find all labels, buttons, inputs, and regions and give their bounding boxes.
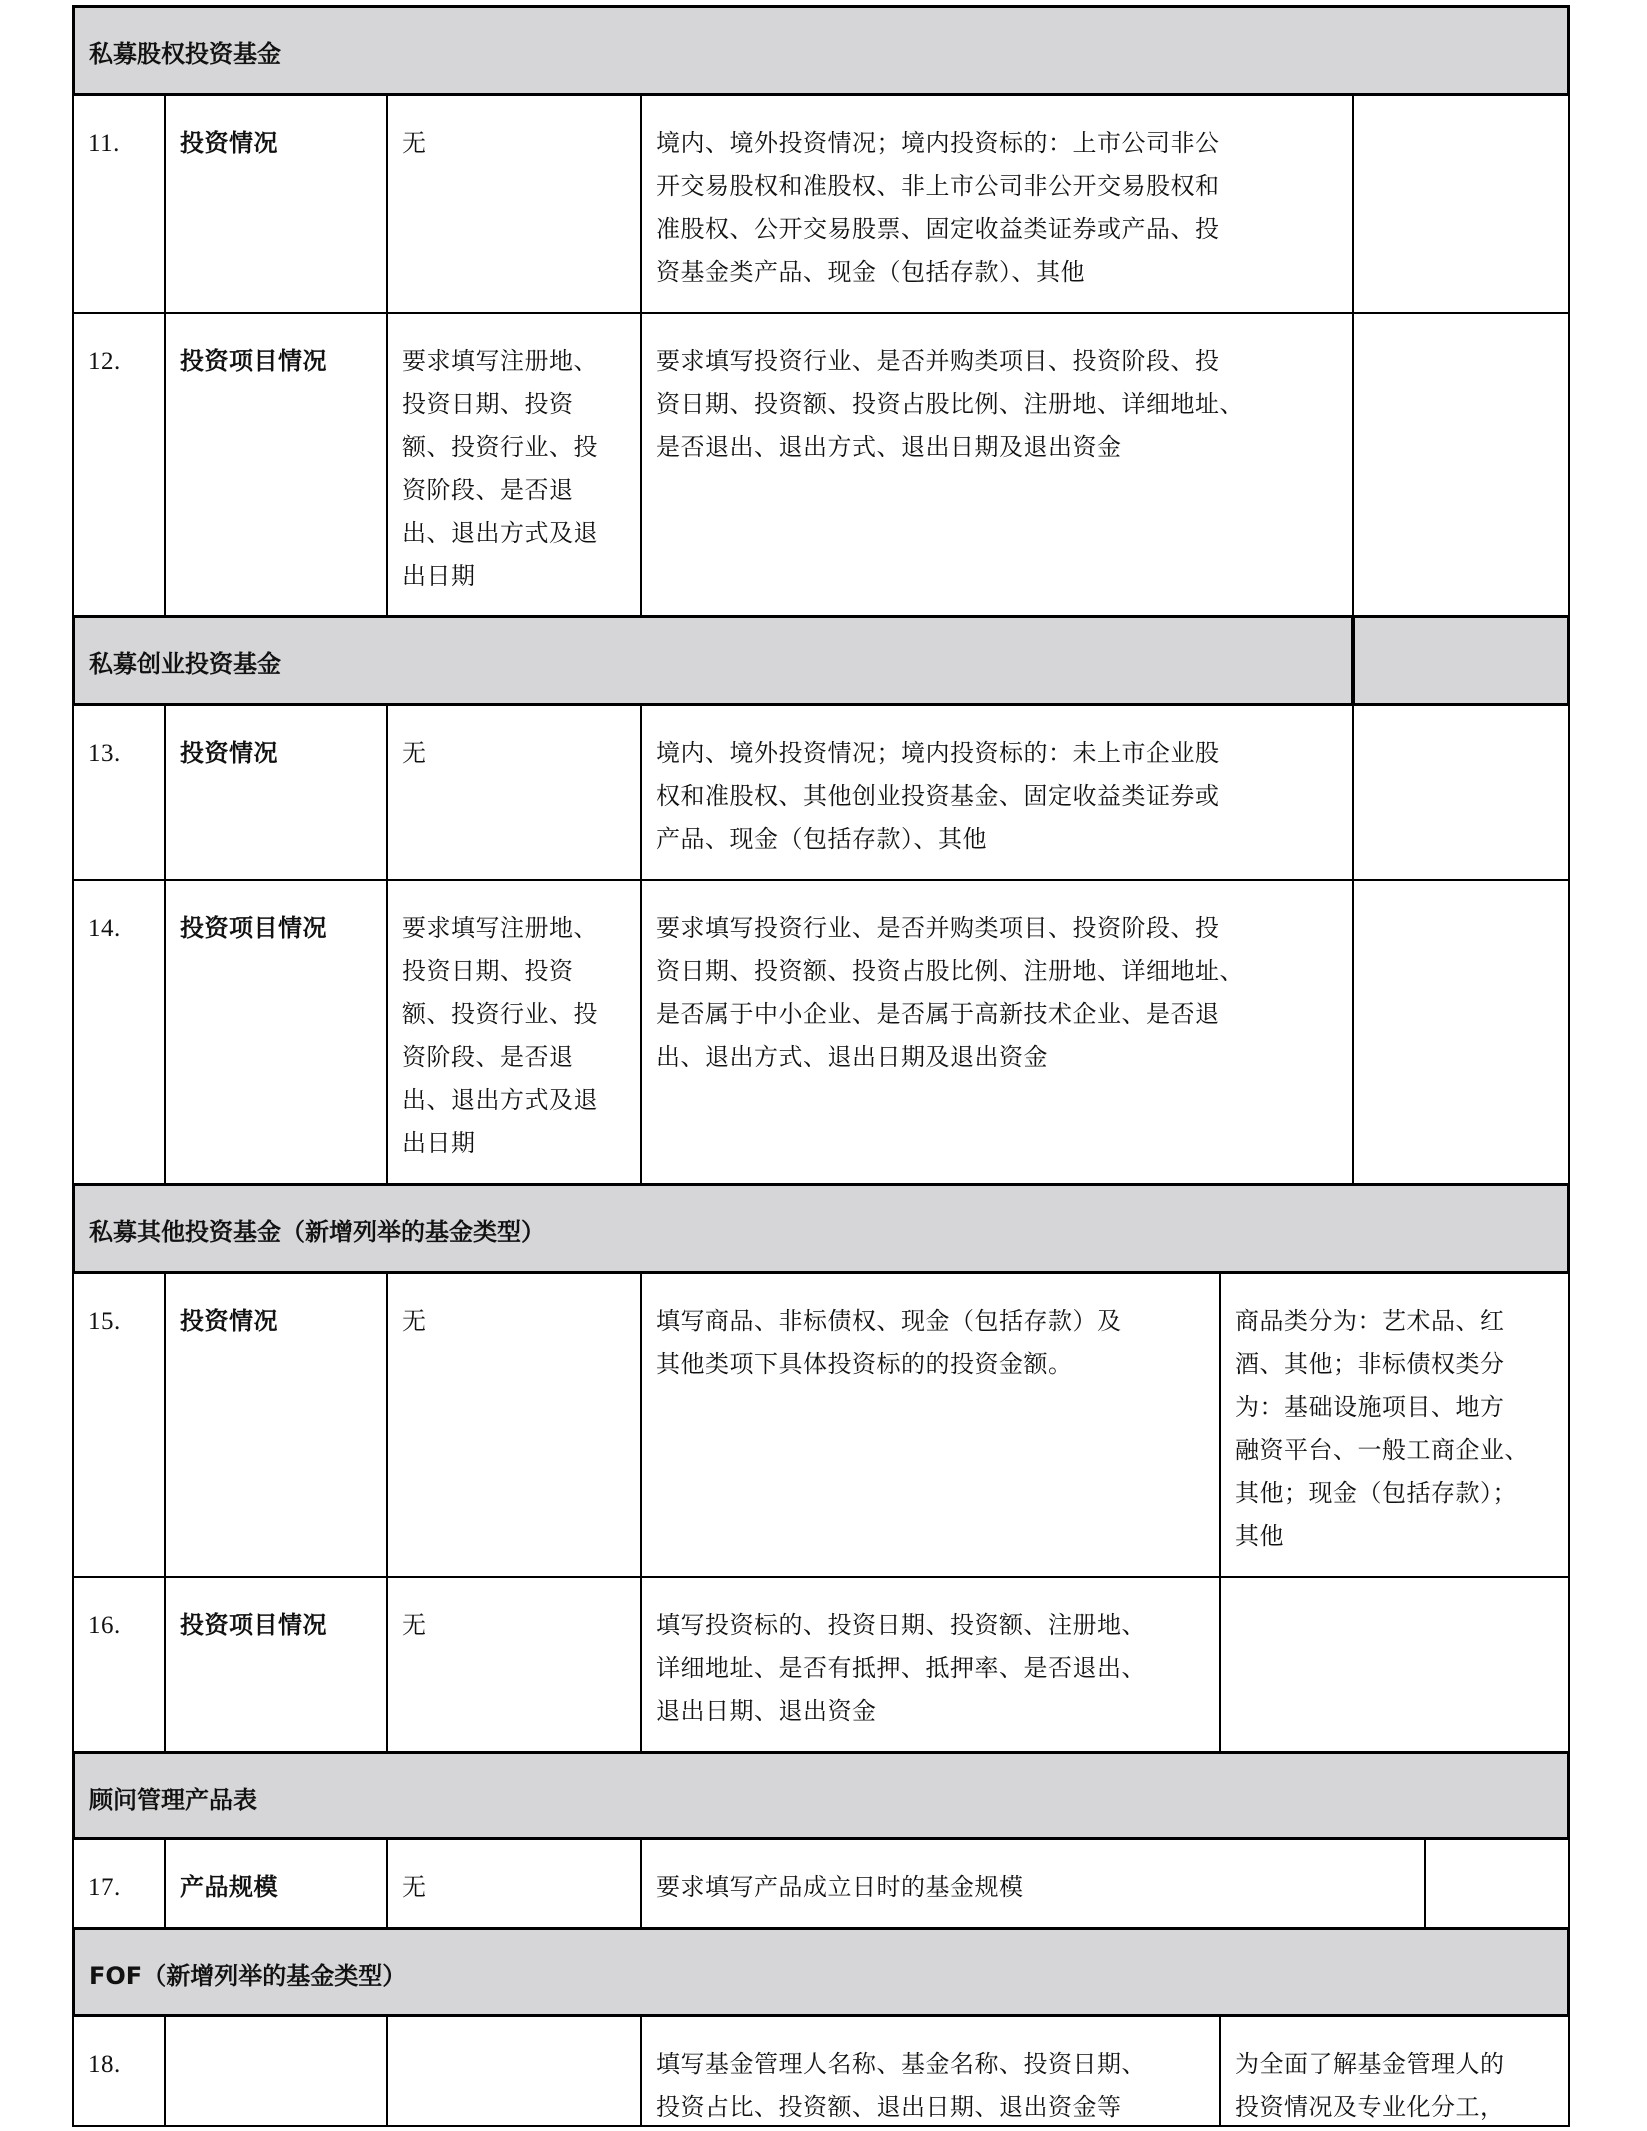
section-header-blank-cell (1352, 615, 1570, 706)
section-title: 私募创业投资基金 (89, 650, 281, 678)
section-title: 顾问管理产品表 (89, 1786, 257, 1814)
note-cell (1219, 1576, 1570, 1753)
section-title: 私募股权投资基金 (89, 40, 281, 68)
previous-requirement: 无 (402, 1873, 427, 1901)
previous-requirement: 要求填写注册地、 投资日期、投资 额、投资行业、投 资阶段、是否退 出、退出方式及退 出日期 (402, 347, 598, 590)
previous-cell (386, 1838, 642, 1929)
current-requirement: 要求填写产品成立日时的基金规模 (656, 1873, 1024, 1901)
current-cell (640, 1838, 1426, 1929)
item-cell (164, 704, 388, 881)
row-number-cell (72, 1838, 166, 1929)
note-cell (1219, 1272, 1570, 1578)
row-number-cell (72, 2015, 166, 2127)
row-number: 13. (88, 740, 121, 767)
previous-cell (386, 312, 642, 617)
note: 商品类分为：艺术品、红 酒、其他；非标债权类分 为：基础设施项目、地方 融资平台、一般工商企业、 其他；现金（包括存款）； 其他 (1235, 1307, 1529, 1550)
current-requirement: 填写基金管理人名称、基金名称、投资日期、 投资占比、投资额、退出日期、退出资金等 (656, 2050, 1146, 2121)
current-cell (640, 704, 1354, 881)
item-cell (164, 2015, 388, 2127)
previous-cell (386, 879, 642, 1185)
note-cell (1352, 704, 1570, 881)
note-cell (1219, 2015, 1570, 2127)
item-cell (164, 879, 388, 1185)
row-number: 16. (88, 1612, 121, 1639)
current-requirement: 要求填写投资行业、是否并购类项目、投资阶段、投 资日期、投资额、投资占股比例、注册地、详细地址、 是否属于中小企业、是否属于高新技术企业、是否退 出、退出方式、退出日期及退出资金 (656, 914, 1244, 1071)
item-name: 投资项目情况 (180, 914, 327, 942)
previous-requirement: 无 (402, 129, 427, 157)
item-cell (164, 312, 388, 617)
item-cell (164, 94, 388, 314)
row-number-cell (72, 1272, 166, 1578)
note-cell (1352, 879, 1570, 1185)
row-number: 11. (88, 130, 120, 157)
current-cell (640, 2015, 1221, 2127)
current-cell (640, 1576, 1221, 1753)
item-cell (164, 1838, 388, 1929)
current-cell (640, 1272, 1221, 1578)
row-number: 14. (88, 915, 121, 942)
previous-requirement: 无 (402, 739, 427, 767)
section-header-advisory-products (72, 1751, 1570, 1840)
current-cell (640, 94, 1354, 314)
note-cell (1424, 1838, 1570, 1929)
item-cell (164, 1272, 388, 1578)
row-number-cell (72, 312, 166, 617)
previous-requirement: 无 (402, 1611, 427, 1639)
current-requirement: 境内、境外投资情况；境内投资标的：未上市企业股 权和准股权、其他创业投资基金、固定收益类证券或 产品、现金（包括存款）、其他 (656, 739, 1220, 853)
item-name: 投资情况 (180, 1307, 278, 1335)
row-number: 18. (88, 2051, 121, 2078)
current-cell (640, 312, 1354, 617)
previous-requirement: 要求填写注册地、 投资日期、投资 额、投资行业、投 资阶段、是否退 出、退出方式及退 出日期 (402, 914, 598, 1157)
row-number-cell (72, 704, 166, 881)
section-title: FOF（新增列举的基金类型） (89, 1962, 407, 1990)
item-name: 投资情况 (180, 129, 278, 157)
section-header-vc-fund (72, 615, 1354, 706)
item-name: 投资项目情况 (180, 1611, 327, 1639)
previous-cell (386, 1272, 642, 1578)
current-requirement: 要求填写投资行业、是否并购类项目、投资阶段、投 资日期、投资额、投资占股比例、注册地、详细地址、 是否退出、退出方式、退出日期及退出资金 (656, 347, 1244, 461)
previous-requirement: 无 (402, 1307, 427, 1335)
section-header-other-fund (72, 1183, 1570, 1274)
item-name: 投资项目情况 (180, 347, 327, 375)
current-requirement: 填写投资标的、投资日期、投资额、注册地、 详细地址、是否有抵押、抵押率、是否退出、 退出日期、退出资金 (656, 1611, 1146, 1725)
row-number-cell (72, 1576, 166, 1753)
section-header-pe-fund (72, 5, 1570, 96)
current-cell (640, 879, 1354, 1185)
row-number: 15. (88, 1308, 121, 1335)
current-requirement: 填写商品、非标债权、现金（包括存款）及 其他类项下具体投资标的的投资金额。 (656, 1307, 1122, 1378)
row-number-cell (72, 94, 166, 314)
section-header-fof (72, 1927, 1570, 2017)
row-number-cell (72, 879, 166, 1185)
previous-cell (386, 704, 642, 881)
note-cell (1352, 94, 1570, 314)
previous-cell (386, 1576, 642, 1753)
item-name: 投资情况 (180, 739, 278, 767)
row-number: 12. (88, 348, 121, 375)
row-number: 17. (88, 1874, 121, 1901)
section-title: 私募其他投资基金（新增列举的基金类型） (89, 1218, 545, 1246)
note: 为全面了解基金管理人的 投资情况及专业化分工， (1235, 2050, 1505, 2121)
previous-cell (386, 94, 642, 314)
item-cell (164, 1576, 388, 1753)
note-cell (1352, 312, 1570, 617)
item-name: 产品规模 (180, 1873, 278, 1901)
previous-cell (386, 2015, 642, 2127)
current-requirement: 境内、境外投资情况；境内投资标的：上市公司非公 开交易股权和准股权、非上市公司非公开交易股权和 准股权、公开交易股票、固定收益类证券或产品、投 资基金类产品、现金（包括存款）、其他 (656, 129, 1220, 286)
